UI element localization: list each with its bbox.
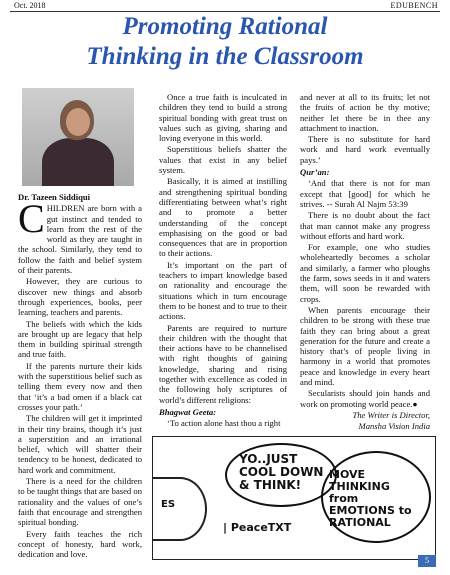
- paragraph: Once a true faith is inculcated in children they tend to build a strong spiritual bonding with great trust on values such as giving, sharing and loving everyone in this world.: [159, 92, 287, 144]
- paragraph: There is a need for the children to be taught things that are based on rationality and the values of one’s faith that encourage and strengthen spiritual bonding.: [18, 476, 142, 528]
- author-name: Dr. Tazeen Siddiqui: [18, 192, 91, 202]
- paragraph: Secularists should join hands and work on promoting world peace.●: [300, 388, 430, 409]
- cartoon-illustration: [152, 436, 436, 560]
- column-2: [159, 92, 287, 430]
- paragraph: However, they are curious to discover new things and absorb through experiences, books, peer learning, teachers and parents.: [18, 276, 142, 318]
- paragraph: Superstitious beliefs shatter the values that exist in any belief system.: [159, 144, 287, 176]
- author-photo: [22, 88, 134, 186]
- title-line-2: Thinking in the Classroom: [86, 43, 364, 70]
- subheading-quran: Qur’an:: [300, 167, 330, 178]
- column-3: [300, 92, 430, 433]
- column-1: [18, 192, 142, 560]
- paragraph: HILDREN are born with a gut instinct and tended to learn from the rest of the world as they are taught in the school. Similarly, they tend to follow the faith and belief system of their parents.: [18, 203, 142, 276]
- thought-text: MOVE THINKING from EMOTIONS to RATIONAL: [329, 468, 412, 529]
- article-title: [0, 12, 450, 72]
- paragraph: ‘And that there is not for man except that [good] for which he strives. -- Surah Al Najm 53:39: [300, 178, 430, 209]
- subheading-geeta: Bhagwat Geeta:: [159, 406, 217, 417]
- paragraph: Basically, it is aimed at instilling and strengthening spiritual bonding differentiating between what’s right and to promote a better understanding of the concept emphasising on the good or bad consequences that are in proportion to their actions.: [159, 176, 287, 259]
- paragraph: ‘To action alone hast thou a right: [167, 418, 281, 429]
- paragraph: The beliefs with which the kids are brought up are legacy that help them in building spiritual strength and true faith.: [18, 318, 142, 360]
- paragraph: There is no doubt about the fact that man cannot make any progress without efforts and hard work.: [300, 210, 430, 241]
- magazine-name: EDUBENCH: [390, 1, 438, 10]
- cartoon-partial-text: ES: [161, 499, 176, 510]
- paragraph: When parents encourage their children to be strong with these true faith they can bring about a great generation for the future and create a history that’s of people living in harmony in a world that promotes peace and knowledge in every heart and mind.: [300, 304, 430, 388]
- paragraph: For example, one who studies wholeheartedly becomes a scholar and similarly, a farmer who ploughs the farm, sows seeds in it and waters them, will soon be rewarded with crops.: [300, 242, 430, 304]
- title-line-1: Promoting Rational: [122, 13, 328, 40]
- paragraph: Parents are required to nurture their children with the thought that their actions have to be channelised with right thoughts of gaining knowledge, sharing and rising together with excellence as coded in the following holy scriptures of world’s different religions:: [159, 322, 287, 405]
- paragraph: and never at all to its fruits; let not the fruits of action be thy motive; neither let there be in thee any attachment to inaction.: [300, 92, 430, 133]
- issue-date: Oct. 2018: [14, 1, 46, 10]
- writer-organization: Mansha Vision India: [358, 421, 430, 432]
- page-header: [0, 0, 450, 12]
- peacetxt-tag: | PeaceTXT: [223, 521, 292, 534]
- page-number: 5: [418, 555, 436, 567]
- drop-cap: C: [18, 196, 45, 242]
- paragraph: The children will get it imprinted in their tiny brains, though it’s just a superstition and an irrational belief, which will shatter their tendency to be honest, dedicated to hard work and commitment.: [18, 413, 142, 475]
- writer-credit: The Writer is Director,: [352, 409, 430, 420]
- speech-text: YO..JUST COOL DOWN & THINK!: [239, 452, 324, 492]
- paragraph: There is no substitute for hard work and hard work eventually pays.’: [300, 134, 430, 165]
- paragraph: It’s important on the part of teachers to impart knowledge based on rationality and encourage the situations which in turn encourage them to be honest and to true to their actions.: [159, 259, 287, 322]
- paragraph: If the parents nurture their kids with the superstitious belief such as telling them every now and then that ‘it’s a bad omen if a black cat crosses your path.’: [18, 360, 142, 412]
- paragraph: Every faith teaches the rich concept of honesty, hard work, dedication and love.: [18, 528, 142, 560]
